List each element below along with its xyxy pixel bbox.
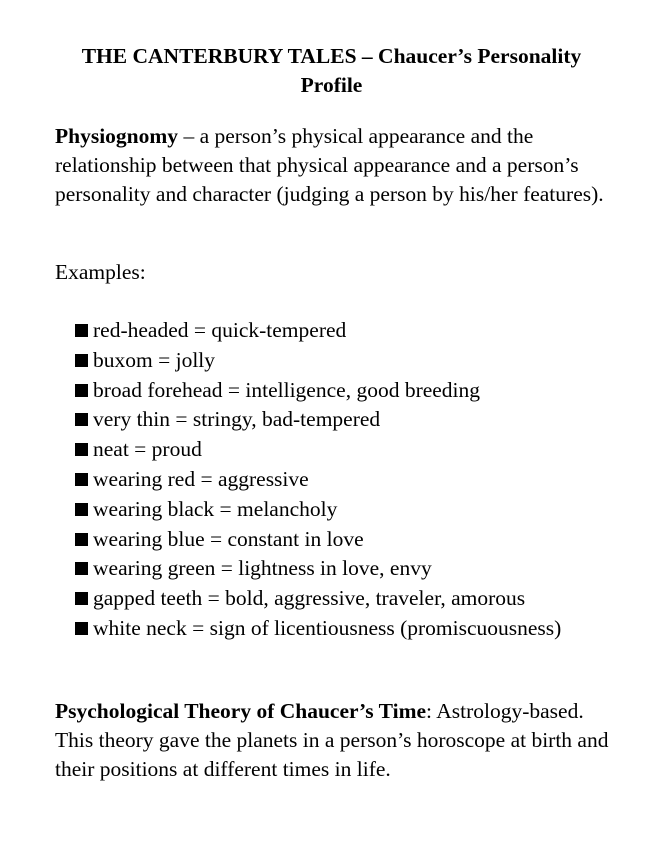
- list-item: [74, 346, 594, 376]
- square-bullet-icon: [75, 533, 88, 546]
- list-item-text: wearing green = lightness in love, envy: [93, 556, 432, 581]
- square-bullet-icon: [75, 592, 88, 605]
- list-item-text: wearing red = aggressive: [93, 466, 309, 491]
- physiognomy-term: Physiognomy: [55, 124, 179, 148]
- physiognomy-definition: – a person’s physical appearance and the relationship between that physical appearance and a person’s personality and character (judging a person by his/her features).: [55, 124, 604, 206]
- list-item-text: very thin = stringy, bad-tempered: [93, 407, 381, 432]
- list-item: [74, 554, 594, 584]
- physiognomy-paragraph: [55, 122, 615, 209]
- examples-list: [74, 316, 594, 644]
- list-item: [74, 525, 594, 555]
- square-bullet-icon: [75, 443, 88, 456]
- psych-theory-term: Psychological Theory of Chaucer’s Time: [55, 699, 427, 723]
- square-bullet-icon: [75, 562, 88, 575]
- square-bullet-icon: [75, 503, 88, 516]
- square-bullet-icon: [75, 473, 88, 486]
- list-item: [74, 316, 594, 346]
- title-line-2: Profile: [300, 73, 363, 97]
- examples-label: Examples:: [55, 260, 146, 284]
- psych-theory-paragraph: [55, 697, 615, 784]
- square-bullet-icon: [75, 324, 88, 337]
- list-item-text: wearing black = melancholy: [93, 496, 338, 521]
- square-bullet-icon: [75, 413, 88, 426]
- list-item-text: buxom = jolly: [93, 347, 216, 372]
- list-item-text: broad forehead = intelligence, good breeding: [93, 377, 481, 402]
- square-bullet-icon: [75, 354, 88, 367]
- page-title: [40, 42, 623, 100]
- square-bullet-icon: [75, 384, 88, 397]
- psych-theory-text: : Astrology-based. This theory gave the planets in a person’s horoscope at birth and their positions at different times in life.: [55, 699, 609, 781]
- list-item: [74, 614, 594, 644]
- list-item-text: red-headed = quick-tempered: [93, 318, 347, 342]
- list-item-text: neat = proud: [93, 437, 202, 462]
- list-item: [74, 584, 594, 614]
- title-line-1: THE CANTERBURY TALES – Chaucer’s Personality: [81, 44, 582, 68]
- list-item: [74, 376, 594, 406]
- list-item: [74, 405, 594, 435]
- list-item: [74, 465, 594, 495]
- list-item: [74, 495, 594, 525]
- list-item-text: wearing blue = constant in love: [93, 526, 364, 551]
- square-bullet-icon: [75, 622, 88, 635]
- list-item-text: white neck = sign of licentiousness (promiscuousness): [93, 615, 562, 640]
- list-item: [74, 435, 594, 465]
- list-item-text: gapped teeth = bold, aggressive, traveler, amorous: [93, 586, 526, 611]
